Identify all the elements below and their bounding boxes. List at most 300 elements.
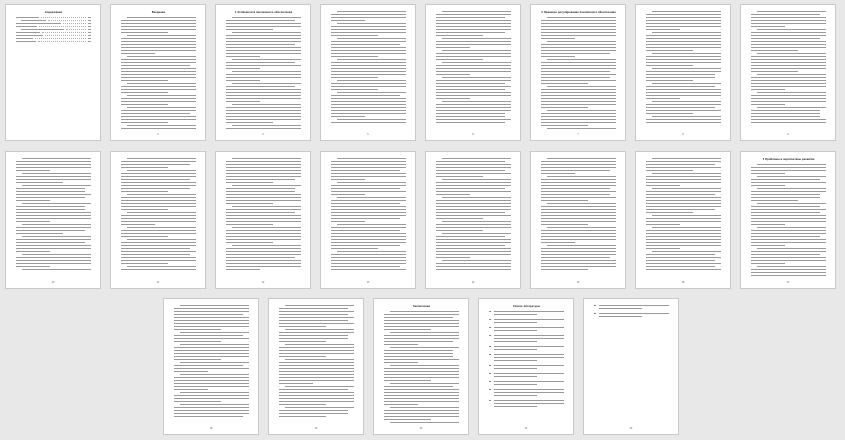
text-line — [541, 224, 588, 225]
text-line — [384, 386, 453, 387]
text-line — [232, 185, 301, 186]
page-number: 16 — [681, 281, 685, 284]
text-line — [337, 92, 406, 93]
text-line — [232, 227, 301, 228]
text-line — [547, 227, 616, 228]
text-line — [436, 257, 470, 258]
text-line — [646, 92, 721, 93]
text-line — [226, 89, 301, 90]
text-line — [390, 422, 459, 423]
text-line — [279, 314, 348, 315]
text-line — [121, 254, 190, 255]
text-line — [279, 365, 354, 366]
bibliography-entry — [489, 319, 564, 325]
text-line — [541, 266, 616, 267]
text-line — [541, 197, 616, 198]
text-line — [331, 65, 406, 66]
text-line — [757, 227, 826, 228]
text-line — [16, 251, 50, 252]
document-page[interactable] — [110, 151, 206, 289]
text-line — [751, 68, 826, 69]
text-line — [436, 254, 511, 255]
text-line — [436, 71, 511, 72]
text-line — [436, 194, 470, 195]
text-line — [751, 113, 820, 114]
text-line — [541, 62, 616, 63]
text-line — [646, 248, 680, 249]
text-line — [646, 170, 693, 171]
toc-entry — [16, 29, 91, 30]
text-line — [652, 188, 721, 189]
document-page[interactable] — [478, 298, 574, 435]
text-line — [541, 200, 588, 201]
text-line — [646, 74, 715, 75]
text-line — [646, 38, 721, 39]
text-line — [174, 317, 249, 318]
text-line — [331, 218, 400, 219]
text-line — [279, 380, 354, 381]
text-line — [331, 113, 406, 114]
text-line — [646, 167, 721, 168]
text-line — [121, 29, 196, 30]
text-line — [337, 197, 406, 198]
text-line — [279, 320, 348, 321]
text-line — [121, 221, 196, 222]
text-line — [180, 392, 249, 393]
document-page[interactable] — [110, 4, 206, 141]
page-number: 10 — [51, 281, 55, 284]
text-line — [541, 263, 616, 264]
text-line — [436, 170, 505, 171]
page-number: 13 — [366, 281, 370, 284]
text-line — [384, 359, 459, 360]
text-line — [442, 50, 511, 51]
document-page[interactable] — [530, 4, 626, 141]
document-page[interactable] — [5, 4, 101, 141]
text-line — [751, 221, 826, 222]
text-line — [436, 176, 483, 177]
text-line — [541, 53, 610, 54]
text-line — [331, 41, 406, 42]
text-line — [121, 119, 196, 120]
text-line — [384, 344, 418, 345]
page-heading: Введение — [151, 11, 166, 14]
text-line — [226, 197, 301, 198]
text-line — [652, 101, 721, 102]
text-line — [541, 239, 616, 240]
text-line — [226, 236, 301, 237]
text-line — [121, 47, 196, 48]
text-line — [174, 320, 249, 321]
text-line — [541, 233, 616, 234]
text-line — [121, 38, 196, 39]
document-page[interactable] — [163, 298, 259, 435]
text-line — [16, 161, 91, 162]
text-line — [751, 215, 826, 216]
document-page[interactable] — [320, 4, 416, 141]
text-line — [121, 62, 196, 63]
text-line — [436, 65, 511, 66]
text-line — [16, 221, 50, 222]
text-line — [121, 188, 190, 189]
text-line — [751, 119, 826, 120]
text-line — [331, 104, 406, 105]
text-line — [331, 101, 406, 102]
text-line — [541, 164, 616, 165]
text-line — [174, 410, 249, 411]
text-line — [16, 194, 91, 195]
text-line — [384, 353, 453, 354]
text-line — [541, 185, 616, 186]
text-line — [337, 119, 406, 120]
text-line — [121, 59, 196, 60]
text-line — [331, 47, 406, 48]
text-line — [22, 185, 91, 186]
text-line — [121, 269, 196, 270]
text-line — [331, 266, 400, 267]
text-line — [751, 209, 826, 210]
text-line — [121, 242, 196, 243]
text-line — [436, 32, 505, 33]
text-line — [127, 125, 196, 126]
text-line — [174, 395, 249, 396]
bibliography-entry — [489, 381, 564, 387]
text-line — [174, 377, 249, 378]
text-line — [331, 203, 400, 204]
text-line — [16, 242, 85, 243]
text-line — [541, 35, 616, 36]
text-line — [174, 389, 208, 390]
text-line — [16, 191, 85, 192]
text-line — [751, 173, 785, 174]
text-line — [174, 329, 221, 330]
text-line — [646, 119, 721, 120]
text-line — [226, 47, 301, 48]
text-line — [646, 236, 721, 237]
text-line — [127, 17, 196, 18]
document-page[interactable] — [740, 4, 836, 141]
text-line — [541, 173, 575, 174]
text-line — [646, 218, 721, 219]
text-line — [331, 212, 406, 213]
text-line — [547, 86, 616, 87]
text-line — [751, 80, 826, 81]
text-line — [121, 101, 196, 102]
text-line — [331, 230, 400, 231]
text-line — [226, 182, 273, 183]
text-line — [16, 257, 91, 258]
text-line — [331, 215, 406, 216]
text-line — [174, 368, 249, 369]
bibliography-entry — [594, 305, 669, 311]
text-line — [121, 197, 196, 198]
text-line — [121, 251, 196, 252]
document-page[interactable] — [425, 151, 521, 289]
text-line — [331, 44, 400, 45]
text-line — [232, 59, 301, 60]
text-line — [226, 167, 301, 168]
text-line — [757, 74, 826, 75]
text-line — [541, 122, 616, 123]
text-line — [646, 203, 721, 204]
text-line — [226, 188, 295, 189]
text-line — [646, 254, 715, 255]
page-number: 14 — [471, 281, 475, 284]
text-line — [226, 209, 301, 210]
text-line — [174, 386, 249, 387]
text-line — [331, 167, 406, 168]
text-line — [226, 251, 301, 252]
text-line — [652, 158, 721, 159]
text-line — [16, 182, 63, 183]
text-line — [121, 206, 196, 207]
text-line — [442, 38, 511, 39]
text-line — [384, 419, 431, 420]
text-line — [436, 182, 511, 183]
document-page[interactable] — [583, 298, 679, 435]
text-line — [541, 50, 616, 51]
text-line — [16, 188, 85, 189]
text-line — [22, 203, 91, 204]
text-line — [121, 224, 155, 225]
document-page[interactable] — [5, 151, 101, 289]
text-line — [436, 41, 511, 42]
text-line — [751, 32, 826, 33]
text-line — [127, 56, 196, 57]
text-line — [226, 230, 301, 231]
text-line — [279, 317, 354, 318]
text-line — [121, 104, 168, 105]
document-page[interactable] — [530, 151, 626, 289]
text-line — [541, 194, 610, 195]
text-line — [436, 167, 511, 168]
document-page[interactable] — [268, 298, 364, 435]
text-line — [331, 233, 406, 234]
text-line — [541, 32, 616, 33]
text-line — [751, 104, 785, 105]
text-line — [757, 11, 826, 12]
text-line — [646, 14, 721, 15]
text-line — [646, 110, 721, 111]
document-page[interactable] — [425, 4, 521, 141]
text-line — [384, 392, 459, 393]
text-line — [384, 374, 459, 375]
document-page[interactable] — [740, 151, 836, 289]
text-line — [285, 407, 354, 408]
text-line — [646, 212, 693, 213]
text-line — [384, 389, 459, 390]
text-line — [121, 245, 196, 246]
text-line — [436, 236, 505, 237]
text-line — [384, 377, 459, 378]
text-line — [652, 251, 721, 252]
document-page[interactable] — [215, 151, 311, 289]
text-line — [436, 116, 505, 117]
text-line — [226, 263, 301, 264]
text-line — [646, 47, 721, 48]
text-line — [127, 107, 196, 108]
text-line — [232, 83, 301, 84]
text-line — [646, 29, 680, 30]
text-line — [436, 215, 511, 216]
text-line — [226, 200, 301, 201]
text-line — [436, 218, 483, 219]
text-line — [331, 107, 406, 108]
page-heading: 2 Правовое регулирование пенсионного обеспечения — [541, 11, 616, 14]
text-line — [226, 221, 301, 222]
text-line — [646, 260, 715, 261]
text-line — [121, 182, 196, 183]
text-line — [436, 224, 511, 225]
text-line — [436, 83, 505, 84]
text-line — [547, 176, 616, 177]
text-line — [174, 341, 221, 342]
text-line — [121, 92, 168, 93]
text-line — [436, 98, 470, 99]
text-line — [16, 212, 91, 213]
text-line — [541, 95, 616, 96]
text-line — [646, 56, 721, 57]
text-line — [127, 83, 196, 84]
toc-entry — [16, 32, 91, 33]
text-line — [279, 398, 354, 399]
text-line — [652, 215, 721, 216]
text-line — [226, 257, 295, 258]
text-line — [331, 98, 406, 99]
text-line — [541, 68, 616, 69]
text-line — [174, 311, 249, 312]
document-page[interactable] — [373, 298, 469, 435]
text-line — [331, 122, 406, 123]
text-line — [751, 56, 826, 57]
text-line — [541, 209, 616, 210]
text-line — [226, 269, 260, 270]
text-line — [337, 38, 406, 39]
text-line — [226, 119, 301, 120]
text-line — [16, 263, 91, 264]
text-line — [331, 185, 406, 186]
text-line — [757, 92, 826, 93]
text-line — [751, 236, 820, 237]
bibliography-entry — [489, 400, 564, 409]
document-page[interactable] — [635, 4, 731, 141]
text-line — [541, 221, 616, 222]
text-line — [541, 191, 616, 192]
text-line — [646, 191, 721, 192]
text-line — [337, 80, 406, 81]
text-line — [436, 89, 505, 90]
text-line — [174, 347, 249, 348]
text-line — [121, 32, 168, 33]
text-line — [436, 14, 511, 15]
text-line — [436, 119, 511, 120]
text-line — [384, 323, 459, 324]
text-line — [751, 185, 785, 186]
text-line — [331, 26, 406, 27]
text-line — [226, 191, 295, 192]
text-line — [121, 110, 196, 111]
document-page[interactable] — [320, 151, 416, 289]
text-line — [180, 305, 249, 306]
text-line — [757, 203, 826, 204]
text-line — [384, 320, 459, 321]
text-line — [174, 413, 249, 414]
text-line — [436, 251, 511, 252]
text-line — [174, 308, 249, 309]
text-line — [751, 218, 826, 219]
text-line — [331, 29, 406, 30]
text-line — [751, 233, 826, 234]
text-line — [646, 44, 721, 45]
text-line — [331, 245, 400, 246]
text-line — [547, 17, 616, 18]
text-line — [279, 353, 354, 354]
text-line — [541, 251, 616, 252]
text-line — [180, 344, 249, 345]
text-line — [226, 161, 301, 162]
text-line — [436, 209, 511, 210]
text-line — [541, 107, 588, 108]
text-line — [646, 179, 721, 180]
text-line — [442, 221, 511, 222]
page-heading: Заключение — [412, 305, 431, 308]
text-line — [121, 179, 190, 180]
text-line — [226, 95, 301, 96]
document-page[interactable] — [215, 4, 311, 141]
text-line — [646, 77, 715, 78]
text-line — [646, 65, 693, 66]
text-line — [751, 191, 826, 192]
text-line — [226, 23, 301, 24]
text-line — [285, 359, 354, 360]
text-line — [436, 248, 511, 249]
text-line — [331, 86, 406, 87]
text-line — [646, 233, 721, 234]
document-page[interactable] — [635, 151, 731, 289]
text-line — [646, 197, 721, 198]
text-line — [436, 80, 511, 81]
text-line — [127, 170, 196, 171]
text-line — [442, 11, 511, 12]
text-line — [547, 203, 616, 204]
text-line — [436, 92, 511, 93]
text-line — [751, 44, 826, 45]
text-line — [436, 161, 505, 162]
text-line — [127, 194, 196, 195]
text-line — [226, 101, 260, 102]
text-line — [226, 239, 301, 240]
text-line — [226, 215, 301, 216]
page-number: 9 — [787, 133, 789, 136]
text-line — [226, 170, 301, 171]
text-line — [646, 107, 715, 108]
text-line — [646, 242, 721, 243]
text-line — [751, 239, 826, 240]
text-line — [174, 398, 249, 399]
text-line — [121, 50, 196, 51]
text-line — [226, 233, 301, 234]
text-line — [436, 164, 511, 165]
text-line — [226, 98, 301, 99]
text-line — [121, 86, 196, 87]
text-line — [121, 77, 196, 78]
text-line — [121, 173, 196, 174]
text-line — [390, 311, 459, 312]
text-line — [541, 29, 616, 30]
text-line — [331, 236, 406, 237]
text-line — [751, 251, 826, 252]
page-number: 11 — [156, 281, 160, 284]
